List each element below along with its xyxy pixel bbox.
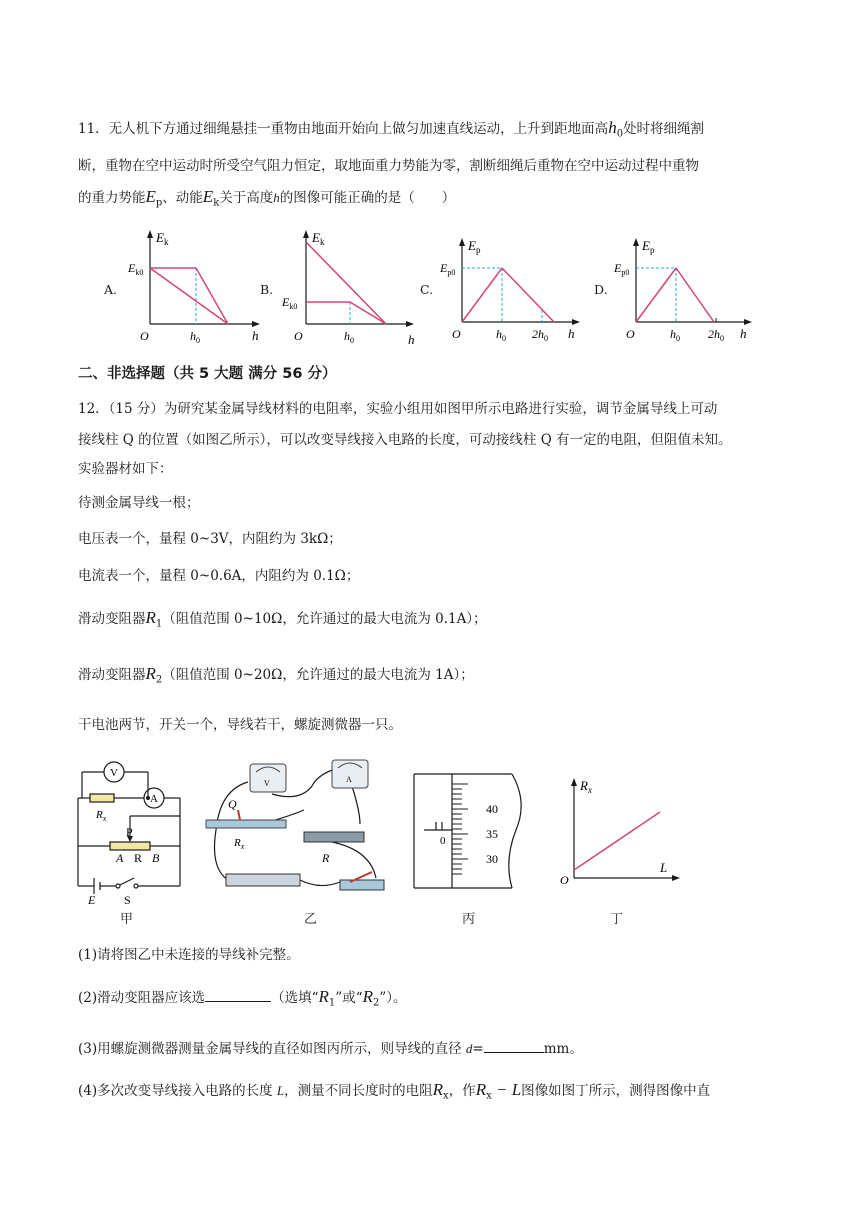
- fig-caption-bing: 丙: [462, 912, 476, 927]
- micrometer-diagram: [412, 772, 528, 890]
- sub: x: [443, 1090, 449, 1102]
- option-b-label[interactable]: B.: [260, 282, 274, 297]
- option-c-label[interactable]: C.: [420, 282, 434, 297]
- ammeter-label: A: [150, 793, 158, 805]
- origin: O: [452, 327, 461, 341]
- q11-text: 关于高度: [219, 190, 274, 206]
- q12-text: 滑动变阻器: [78, 667, 146, 683]
- q12-line2: 接线柱 Q 的位置（如图乙所示），可以改变导线接入电路的长度，可动接线柱 Q 有一定的电阻，但阻值未知。: [78, 432, 732, 448]
- sub: 1: [328, 997, 336, 1009]
- var-r: R: [432, 1080, 444, 1099]
- xlabel: h: [568, 326, 575, 341]
- q12-text: ，测量不同长度时的电阻: [284, 1083, 433, 1099]
- q11-line1: [78, 119, 704, 144]
- q12-item3: 电流表一个，量程 0~0.6A，内阻约为 0.1Ω；: [78, 568, 360, 584]
- q12-text: =: [472, 1041, 484, 1057]
- var-r: R: [145, 664, 156, 683]
- xlabel: h: [740, 326, 747, 341]
- micrometer-tick: 35: [486, 827, 498, 841]
- sub: 0: [616, 128, 624, 140]
- graph-xlabel: L: [660, 860, 668, 875]
- q12-item1: 待测金属导线一根；: [78, 495, 200, 511]
- ammeter-device-label: A: [346, 775, 352, 784]
- ylabel: $E_p$: [642, 238, 655, 255]
- q11-text: 11．无人机下方通过细绳悬挂一重物由地面开始向上做匀加速直线运动，上升到距地面高: [78, 121, 609, 137]
- sub: x: [486, 1090, 492, 1102]
- ymark: $E_{p0}$: [614, 261, 630, 277]
- q12-text: ”）。: [379, 990, 407, 1006]
- option-c-graph: [440, 234, 590, 344]
- xmark-2: $2h_0$: [708, 327, 724, 343]
- q12-text: （选填“: [271, 990, 319, 1006]
- var-h: h: [608, 118, 617, 137]
- origin: O: [626, 327, 635, 341]
- micrometer-zero: 0: [440, 835, 446, 847]
- s-label: S: [124, 893, 131, 907]
- q12-line3: 实验器材如下：: [78, 461, 173, 477]
- p-label: P: [126, 825, 133, 839]
- var-r: R: [475, 1080, 487, 1099]
- rx-l-graph: [556, 772, 686, 890]
- q11-text: 、动能: [162, 190, 203, 206]
- xlabel: h: [252, 328, 259, 343]
- r-label: R: [134, 851, 143, 865]
- xmark: $h_0$: [670, 327, 680, 343]
- r-device-label: R: [322, 851, 330, 865]
- q-label: Q: [228, 797, 237, 811]
- option-a-graph: [128, 228, 268, 346]
- sub: 1: [155, 618, 163, 630]
- xmark: $h_0$: [190, 329, 200, 345]
- sub: k: [213, 197, 220, 209]
- var-l: L: [276, 1083, 285, 1098]
- sub: p: [155, 197, 163, 209]
- q12-text: (3)用螺旋测微器测量金属导线的直径如图丙所示，则导线的直径: [78, 1041, 466, 1057]
- var-d: d: [465, 1041, 473, 1056]
- q12-item4: [78, 609, 487, 634]
- circuit-diagram: [72, 758, 192, 908]
- q12-text: ，作: [448, 1083, 476, 1099]
- ymark: $E_{k0}$: [128, 261, 144, 277]
- a-end-label: A: [116, 851, 124, 865]
- rx-device-label: $R_x$: [234, 837, 245, 851]
- ymark: $E_{p0}$: [440, 261, 456, 277]
- xmark: $h_0$: [496, 327, 506, 343]
- voltmeter-device-label: V: [264, 779, 270, 788]
- q12-text: 滑动变阻器: [78, 611, 146, 627]
- fig-caption-yi: 乙: [304, 912, 318, 927]
- answer-blank-rheostat[interactable]: [205, 1001, 271, 1002]
- fig-caption-ding: 丁: [610, 912, 624, 927]
- q12-text: (2)滑动变阻器应该选: [78, 990, 206, 1006]
- var-r: R: [318, 987, 329, 1006]
- xmark: $h_0$: [344, 329, 354, 345]
- xmark-2: $2h_0$: [532, 327, 548, 343]
- q11-text: 处时将细绳割: [623, 121, 705, 137]
- q12-item6: 干电池两节，开关一个，导线若干，螺旋测微器一只。: [78, 717, 402, 733]
- ymark: $E_{k0}$: [282, 295, 298, 311]
- ylabel: $E_k$: [156, 230, 169, 247]
- q11-text: 的重力势能: [78, 190, 146, 206]
- section-heading: 二、非选择题（共 5 大题 满分 56 分）: [78, 366, 337, 382]
- micrometer-tick: 40: [486, 802, 498, 816]
- q12-item5: [78, 665, 474, 690]
- sub: 2: [155, 674, 163, 686]
- micrometer-tick: 30: [486, 852, 498, 866]
- sub-question-3: [78, 1040, 583, 1058]
- var-r: R: [362, 987, 373, 1006]
- option-a-label[interactable]: A.: [104, 282, 118, 297]
- var-e: E: [202, 187, 214, 206]
- q12-text: （阻值范围 0~20Ω，允许通过的最大电流为 1A）；: [162, 667, 474, 683]
- q12-item2: 电压表一个，量程 0~3V，内阻约为 3kΩ；: [78, 531, 342, 547]
- sub: 2: [373, 997, 380, 1009]
- q12-line1: 12．（15 分）为研究某金属导线材料的电阻率，实验小组用如图甲所示电路进行实验，调节金属导线上可动: [78, 401, 718, 417]
- option-d-graph: [614, 234, 764, 344]
- q12-text: 图像如图丁所示，测得图像中直: [521, 1083, 711, 1099]
- var-h: h: [273, 190, 280, 205]
- sub-question-4: [78, 1081, 710, 1106]
- sub-question-1: (1)请将图乙中未连接的导线补完整。: [78, 947, 300, 963]
- q11-text: 的图像可能正确的是（ ）: [279, 190, 456, 206]
- rx-label: $R_x$: [96, 809, 107, 823]
- answer-blank-diameter[interactable]: [484, 1052, 544, 1053]
- origin: O: [294, 329, 303, 343]
- var-r: R: [145, 608, 156, 627]
- var-e: E: [145, 187, 156, 206]
- ylabel: $E_p$: [468, 238, 481, 255]
- ylabel: $E_k$: [312, 230, 325, 247]
- q11-line3: [78, 188, 455, 213]
- graph-origin: O: [560, 873, 569, 887]
- voltmeter-label: V: [110, 767, 118, 779]
- xlabel: h: [408, 332, 415, 347]
- q11-line2: 断，重物在空中运动时所受空气阻力恒定，取地面重力势能为零，割断细绳后重物在空中运动过程中重物: [78, 158, 699, 174]
- sub-question-2: [78, 988, 407, 1013]
- apparatus-diagram: [200, 750, 400, 906]
- fig-caption-jia: 甲: [120, 912, 134, 927]
- e-label: E: [88, 893, 96, 907]
- option-b-graph: [282, 226, 422, 348]
- option-d-label[interactable]: D.: [594, 282, 608, 297]
- graph-ylabel: $R_x$: [580, 778, 592, 795]
- q12-text: （阻值范围 0~10Ω，允许通过的最大电流为 0.1A）；: [162, 611, 487, 627]
- b-end-label: B: [152, 851, 160, 865]
- expr: − L: [491, 1080, 522, 1099]
- q12-text: mm。: [543, 1041, 583, 1057]
- origin: O: [140, 329, 149, 343]
- q12-text: ”或“: [335, 990, 363, 1006]
- q12-text: (4)多次改变导线接入电路的长度: [78, 1083, 277, 1099]
